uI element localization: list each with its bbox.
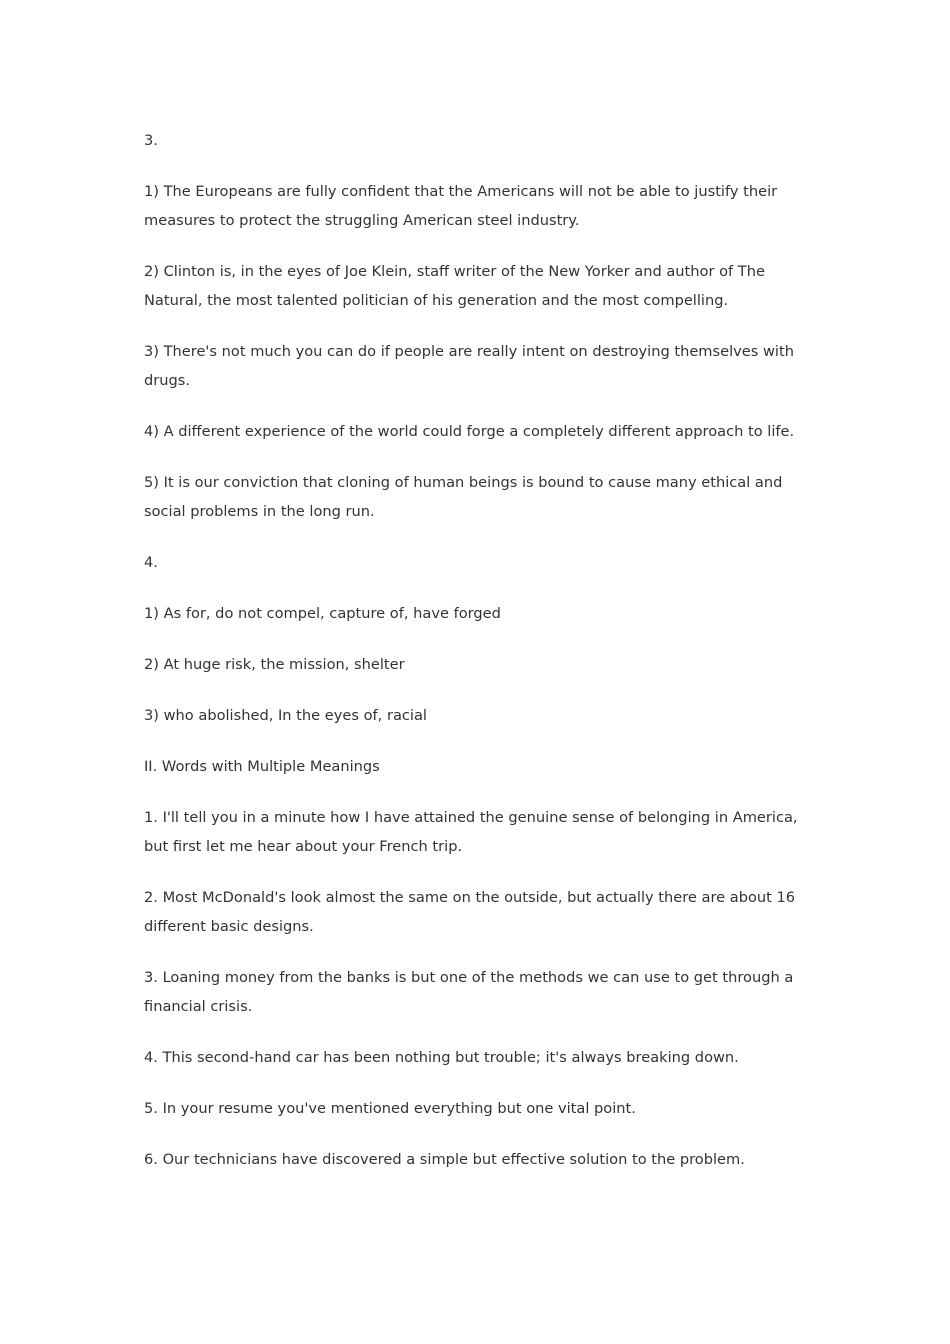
sentence-ii-1: 1. I'll tell you in a minute how I have attained the genuine sense of belonging in America, but first let me hear about your French trip.	[144, 809, 798, 855]
sentence-ii-5: 5. In your resume you've mentioned everything but one vital point.	[144, 1100, 636, 1117]
sentence-3-1: 1) The Europeans are fully confident that the Americans will not be able to justify their measures to protect the struggling American steel industry.	[144, 183, 778, 229]
sentence-ii-3: 3. Loaning money from the banks is but one of the methods we can use to get through a financial crisis.	[144, 969, 794, 1015]
answer-4-2: 2) At huge risk, the mission, shelter	[144, 656, 405, 673]
section-number-4: 4.	[144, 554, 158, 571]
sentence-ii-6: 6. Our technicians have discovered a simple but effective solution to the problem.	[144, 1151, 745, 1168]
sentence-3-4: 4) A different experience of the world could forge a completely different approach to life.	[144, 423, 795, 440]
document-page	[144, 126, 804, 1196]
answer-4-1: 1) As for, do not compel, capture of, have forged	[144, 605, 501, 622]
answer-4-3: 3) who abolished, In the eyes of, racial	[144, 707, 427, 724]
sentence-ii-2: 2. Most McDonald's look almost the same on the outside, but actually there are about 16 different basic designs.	[144, 889, 796, 935]
sentence-3-5: 5) It is our conviction that cloning of human beings is bound to cause many ethical and social problems in the long run.	[144, 474, 783, 520]
section-number-3: 3.	[144, 132, 158, 149]
sentence-ii-4: 4. This second-hand car has been nothing but trouble; it's always breaking down.	[144, 1049, 739, 1066]
section-heading-multiple-meanings: II. Words with Multiple Meanings	[144, 758, 380, 775]
sentence-3-2: 2) Clinton is, in the eyes of Joe Klein, staff writer of the New Yorker and author of The Natural, the most talented politician of his generation and the most compelling.	[144, 263, 765, 309]
sentence-3-3: 3) There's not much you can do if people are really intent on destroying themselves with drugs.	[144, 343, 794, 389]
